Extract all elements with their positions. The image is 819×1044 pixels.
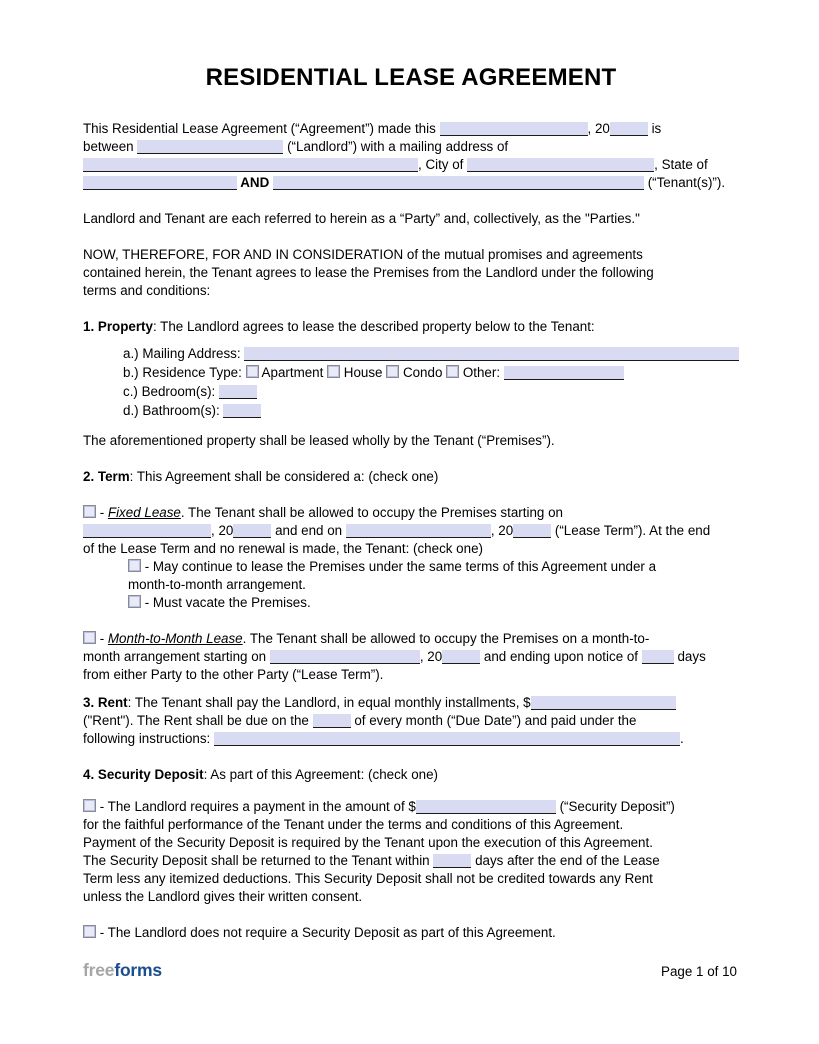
text: House bbox=[340, 365, 387, 380]
consideration-paragraph bbox=[83, 246, 739, 300]
text: (“Security Deposit”) bbox=[555, 799, 675, 814]
sd-line-6: unless the Landlord gives their written consent. bbox=[83, 889, 363, 904]
text: , 20 bbox=[490, 523, 514, 538]
parties-paragraph bbox=[83, 210, 739, 228]
text-line: contained herein, the Tenant agrees to lease the Premises from the Landlord under the following bbox=[83, 265, 654, 280]
list-item-bedrooms bbox=[123, 382, 739, 401]
fixed-lease-label: Fixed Lease bbox=[107, 505, 181, 520]
security-deposit-required-checkbox[interactable] bbox=[83, 799, 96, 812]
text: days after the end of the Lease bbox=[471, 853, 660, 868]
mtm-line-3: from either Party to the other Party (“Lease Term”). bbox=[83, 667, 384, 682]
text: . bbox=[680, 731, 684, 746]
text: : This Agreement shall be considered a: (check one) bbox=[129, 469, 439, 484]
mtm-start-date-field[interactable] bbox=[270, 650, 420, 664]
logo-free-part: free bbox=[83, 960, 115, 980]
apartment-checkbox[interactable] bbox=[246, 365, 259, 378]
text: - The Landlord does not require a Security Deposit as part of this Agreement. bbox=[96, 925, 556, 940]
text: a.) Mailing Address: bbox=[123, 346, 245, 361]
text: (“Landlord”) with a mailing address of bbox=[283, 139, 509, 154]
property-list bbox=[123, 344, 739, 420]
sd-option-none bbox=[83, 924, 739, 942]
rent-line-2 bbox=[83, 712, 739, 730]
month-to-month-checkbox[interactable] bbox=[83, 631, 96, 644]
list-item-mailing-address bbox=[123, 344, 739, 363]
text: (“Tenant(s)”). bbox=[643, 175, 726, 190]
text: This Residential Lease Agreement (“Agreement”) made this bbox=[83, 121, 440, 136]
text: month arrangement starting on bbox=[83, 649, 270, 664]
agreement-year-field[interactable] bbox=[610, 122, 648, 136]
state-field[interactable] bbox=[83, 176, 237, 190]
no-security-deposit-block bbox=[83, 924, 739, 942]
text: and ending upon notice of bbox=[480, 649, 642, 664]
security-deposit-heading bbox=[83, 766, 739, 784]
freeforms-logo bbox=[83, 960, 162, 981]
text: - May continue to lease the Premises under the same terms of this Agreement under a bbox=[141, 559, 657, 574]
section-number-title: 1. Property bbox=[83, 319, 153, 334]
logo-forms-part: forms bbox=[114, 960, 162, 980]
rent-amount-field[interactable] bbox=[531, 696, 676, 710]
condo-checkbox[interactable] bbox=[386, 365, 399, 378]
text: - bbox=[96, 631, 108, 646]
text: The Security Deposit shall be returned to the Tenant within bbox=[83, 853, 434, 868]
landlord-name-field[interactable] bbox=[137, 140, 283, 154]
sd-line-5: Term less any itemized deductions. This Security Deposit shall not be credited towards any Rent bbox=[83, 871, 653, 886]
fixed-option-continue-wrap: month-to-month arrangement. bbox=[128, 577, 306, 592]
text: , State of bbox=[654, 157, 708, 172]
fixed-lease-line-3: of the Lease Term and no renewal is made, the Tenant: (check one) bbox=[83, 541, 483, 556]
text: : As part of this Agreement: (check one) bbox=[203, 767, 439, 782]
fixed-option-continue bbox=[128, 558, 739, 576]
fixed-start-year-field[interactable] bbox=[233, 524, 271, 538]
rent-line-3 bbox=[83, 730, 739, 748]
fixed-lease-line-1 bbox=[83, 504, 739, 522]
text: ("Rent"). The Rent shall be due on the bbox=[83, 713, 313, 728]
text: and end on bbox=[271, 523, 346, 538]
house-checkbox[interactable] bbox=[327, 365, 340, 378]
month-to-month-label: Month-to-Month Lease bbox=[107, 631, 243, 646]
security-deposit-required-block bbox=[83, 798, 739, 906]
text: : The Landlord agrees to lease the described property below to the Tenant: bbox=[152, 319, 595, 334]
text: - The Landlord requires a payment in the amount of $ bbox=[96, 799, 416, 814]
premises-note bbox=[83, 432, 739, 450]
fixed-lease-line-2 bbox=[83, 522, 739, 540]
fixed-option-vacate bbox=[128, 594, 739, 612]
fixed-end-date-field[interactable] bbox=[346, 524, 491, 538]
tenant-name-field[interactable] bbox=[273, 176, 644, 190]
mtm-line-1 bbox=[83, 630, 739, 648]
sd-line-2: for the faithful performance of the Tenant under the terms and conditions of this Agreement. bbox=[83, 817, 624, 832]
mtm-line-2 bbox=[83, 648, 739, 666]
text: . The Tenant shall be allowed to occupy the Premises starting on bbox=[180, 505, 563, 520]
section-security-deposit bbox=[83, 766, 739, 942]
other-checkbox[interactable] bbox=[446, 365, 459, 378]
text: is bbox=[647, 121, 662, 136]
text: , 20 bbox=[211, 523, 234, 538]
section-number-title: 3. Rent bbox=[83, 695, 128, 710]
intro-paragraph bbox=[83, 120, 739, 192]
vacate-checkbox[interactable] bbox=[128, 595, 141, 608]
text: following instructions: bbox=[83, 731, 214, 746]
payment-instructions-field[interactable] bbox=[214, 732, 680, 746]
document-content bbox=[83, 0, 739, 960]
text: c.) Bedroom(s): bbox=[123, 384, 219, 399]
text: Apartment bbox=[258, 365, 328, 380]
section-term bbox=[83, 468, 739, 684]
security-deposit-amount-field[interactable] bbox=[416, 800, 556, 814]
sd-line-1 bbox=[83, 798, 739, 816]
text: . The Tenant shall be allowed to occupy the Premises on a month-to- bbox=[242, 631, 650, 646]
text-line: NOW, THEREFORE, FOR AND IN CONSIDERATION of the mutual promises and agreements bbox=[83, 247, 643, 262]
and-label: AND bbox=[237, 175, 273, 190]
text: b.) Residence Type: bbox=[123, 365, 246, 380]
text: , 20 bbox=[587, 121, 610, 136]
section-number-title: 2. Term bbox=[83, 469, 130, 484]
city-field[interactable] bbox=[467, 158, 654, 172]
text: , 20 bbox=[419, 649, 443, 664]
text: between bbox=[83, 139, 138, 154]
agreement-day-field[interactable] bbox=[440, 122, 588, 136]
rent-line-1 bbox=[83, 694, 739, 712]
list-item-residence-type bbox=[123, 363, 739, 382]
mtm-notice-days-field[interactable] bbox=[642, 650, 674, 664]
bedrooms-field[interactable] bbox=[219, 385, 257, 399]
text: : The Tenant shall pay the Landlord, in equal monthly installments, $ bbox=[127, 695, 531, 710]
term-heading-para bbox=[83, 468, 739, 486]
no-security-deposit-checkbox[interactable] bbox=[83, 925, 96, 938]
month-to-month-block bbox=[83, 630, 739, 684]
text: - Must vacate the Premises. bbox=[141, 595, 311, 610]
intro-line-3 bbox=[83, 156, 739, 174]
intro-line-2 bbox=[83, 138, 739, 156]
bathrooms-field[interactable] bbox=[223, 404, 261, 418]
text: Condo bbox=[399, 365, 447, 380]
continue-lease-checkbox[interactable] bbox=[128, 559, 141, 572]
fixed-lease-block bbox=[83, 504, 739, 612]
term-heading bbox=[83, 468, 739, 486]
deposit-return-days-field[interactable] bbox=[433, 854, 471, 868]
text: days bbox=[673, 649, 706, 664]
mailing-address-field[interactable] bbox=[244, 347, 739, 361]
intro-line-1 bbox=[83, 120, 739, 138]
page-footer bbox=[83, 960, 737, 981]
section-number-title: 4. Security Deposit bbox=[83, 767, 204, 782]
residence-other-field[interactable] bbox=[504, 366, 624, 380]
text: d.) Bathroom(s): bbox=[123, 403, 224, 418]
section-rent bbox=[83, 694, 739, 748]
sd-line-4 bbox=[83, 852, 739, 870]
fixed-end-year-field[interactable] bbox=[513, 524, 551, 538]
rent-due-day-field[interactable] bbox=[313, 714, 351, 728]
intro-line-4 bbox=[83, 174, 739, 192]
text: - bbox=[96, 505, 108, 520]
fixed-start-date-field[interactable] bbox=[83, 524, 211, 538]
page-number: Page 1 of 10 bbox=[661, 964, 737, 979]
property-heading bbox=[83, 318, 739, 336]
text-line: terms and conditions: bbox=[83, 283, 211, 298]
sd-line-3: Payment of the Security Deposit is required by the Tenant upon the execution of this Agreement. bbox=[83, 835, 653, 850]
list-item-bathrooms bbox=[123, 401, 739, 420]
landlord-address-field[interactable] bbox=[83, 158, 418, 172]
fixed-lease-checkbox[interactable] bbox=[83, 505, 96, 518]
page-title: RESIDENTIAL LEASE AGREEMENT bbox=[205, 64, 617, 91]
text: Other: bbox=[459, 365, 504, 380]
text: of every month (“Due Date”) and paid under the bbox=[350, 713, 637, 728]
parties-line: Landlord and Tenant are each referred to herein as a “Party” and, collectively, as the "Parties." bbox=[83, 211, 640, 226]
security-deposit-heading-para bbox=[83, 766, 739, 784]
mtm-start-year-field[interactable] bbox=[442, 650, 480, 664]
text-line: The aforementioned property shall be leased wholly by the Tenant (“Premises”). bbox=[83, 433, 555, 448]
text: , City of bbox=[418, 157, 468, 172]
section-property bbox=[83, 318, 739, 450]
text: (“Lease Term”). At the end bbox=[551, 523, 711, 538]
